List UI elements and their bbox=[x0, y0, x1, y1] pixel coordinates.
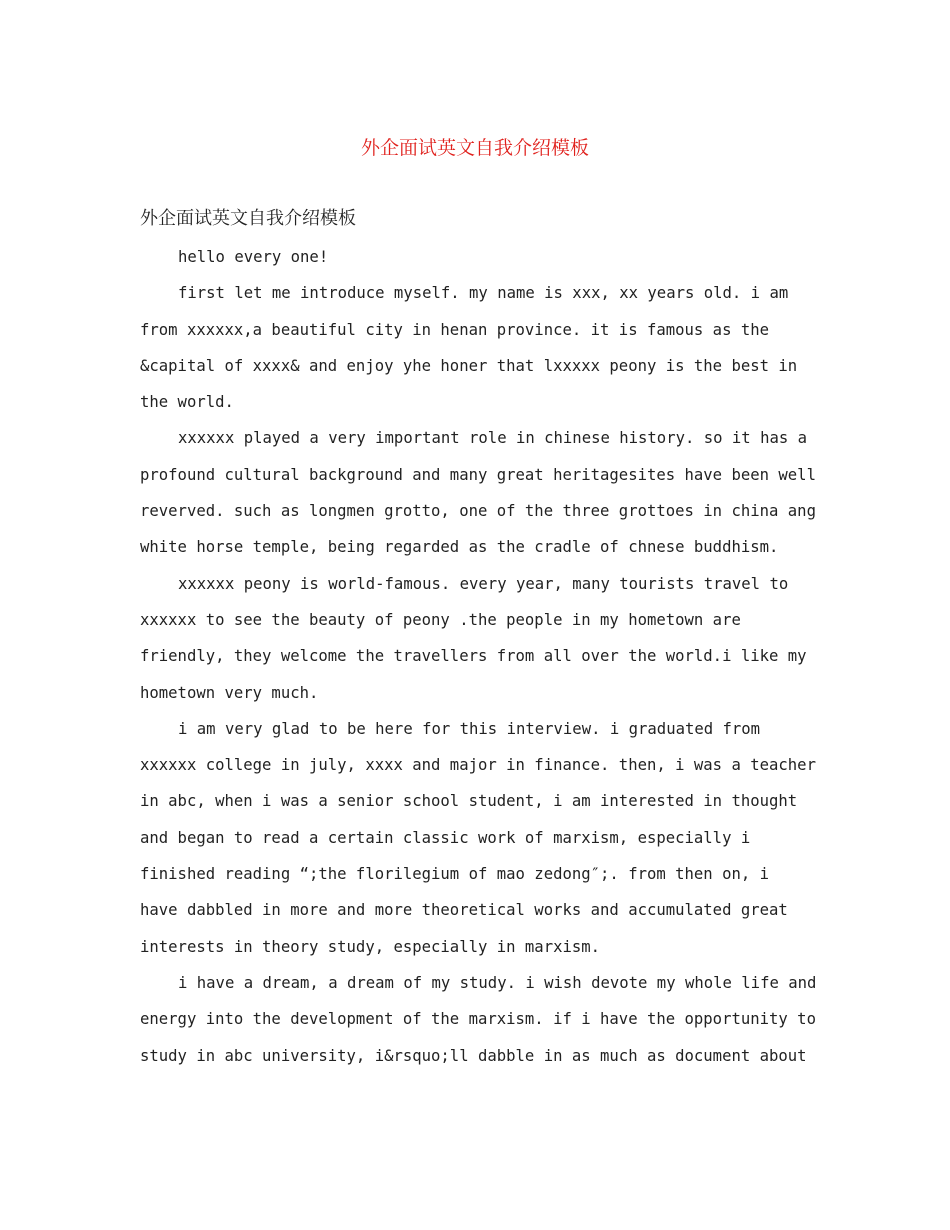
paragraph-dream: i have a dream, a dream of my study. i wish devote my whole life and energy into the development of the marxism. if i have the opportunity to study in abc university, i&rsquo;ll dabble in as much as document about bbox=[140, 973, 817, 1065]
paragraph-introduction: first let me introduce myself. my name is xxx, xx years old. i am from xxxxxx,a beautiful city in henan province. it is famous as the &capital of xxxx& and enjoy yhe honer that lxxxxx peony is the best in the world. bbox=[140, 284, 798, 412]
document-body bbox=[140, 203, 820, 1074]
paragraph-greeting: hello every one! bbox=[178, 248, 329, 266]
paragraph-education: i am very glad to be here for this interview. i graduated from xxxxxx college in july, xxxx and major in finance. then, i was a teacher in abc, when i was a senior school student, i am interested in thought and began to read a certain classic work of marxism, especially i finished reading “;the florilegium of mao zedong″;. from then on, i have dabbled in more and more theoretical works and accumulated great interests in theory study, especially in marxism. bbox=[140, 719, 816, 956]
paragraph-peony: xxxxxx peony is world-famous. every year, many tourists travel to xxxxxx to see the beauty of peony .the people in my hometown are friendly, they welcome the travellers from all over the world.i like my hometown very much. bbox=[140, 574, 807, 702]
document-title: 外企面试英文自我介绍模板 bbox=[360, 137, 589, 159]
paragraph-history: xxxxxx played a very important role in chinese history. so it has a profound cultural background and many great heritagesites have been well reverved. such as longmen grotto, one of the three grottoes in china ang white horse temple, being regarded as the cradle of chnese buddhism. bbox=[140, 429, 816, 557]
section-heading: 外企面试英文自我介绍模板 bbox=[140, 208, 356, 229]
